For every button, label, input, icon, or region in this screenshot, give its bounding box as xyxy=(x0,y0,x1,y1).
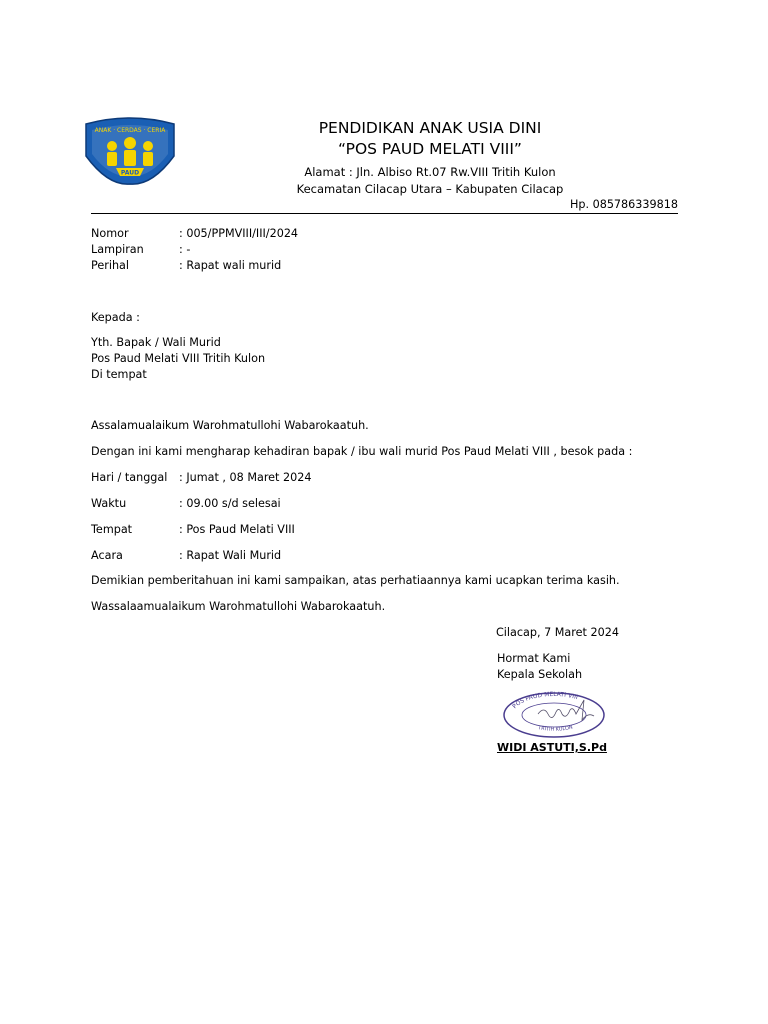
closing-paragraph: Demikian pemberitahuan ini kami sampaikan, atas perhatiaannya kami ucapkan terima kasih. xyxy=(91,574,620,587)
svg-text:POS PAUD MELATI VIII xyxy=(511,691,579,710)
detail-waktu xyxy=(91,497,281,511)
lampiran-value: : - xyxy=(179,243,191,256)
place-date: Cilacap, 7 Maret 2024 xyxy=(496,626,619,639)
signature-line-2: Kepala Sekolah xyxy=(497,668,583,681)
svg-text:TRITIH KULON xyxy=(537,724,574,732)
nomor-value: : 005/PPMVIII/III/2024 xyxy=(179,227,299,240)
intro-paragraph: Dengan ini kami mengharap kehadiran bapak / ibu wali murid Pos Paud Melati VIII , besok pada : xyxy=(91,445,633,458)
tempat-label: Tempat xyxy=(91,523,133,536)
hari-label: Hari / tanggal xyxy=(91,471,168,484)
detail-hari xyxy=(91,471,311,485)
nomor-label: Nomor xyxy=(91,227,129,240)
meta-nomor xyxy=(91,227,298,241)
recipient-line-2: Pos Paud Melati VIII Tritih Kulon xyxy=(91,352,266,365)
header-address-1: Alamat : Jln. Albiso Rt.07 Rw.VIII Tritih Kulon xyxy=(304,165,556,179)
school-stamp xyxy=(500,690,610,740)
perihal-label: Perihal xyxy=(91,259,129,272)
meta-perihal xyxy=(91,259,281,273)
acara-label: Acara xyxy=(91,549,123,562)
recipient-line-1: Yth. Bapak / Wali Murid xyxy=(91,336,221,349)
recipient-line-3: Di tempat xyxy=(91,368,147,381)
header-title-1: PENDIDIKAN ANAK USIA DINI xyxy=(318,119,542,137)
logo-top-text: ANAK · CERDAS · CERIA xyxy=(94,127,166,134)
tempat-value: : Pos Paud Melati VIII xyxy=(179,523,295,536)
header-address-2: Kecamatan Cilacap Utara – Kabupaten Cilacap xyxy=(296,182,564,196)
header-divider xyxy=(91,213,678,214)
waktu-label: Waktu xyxy=(91,497,127,510)
signature-line-1: Hormat Kami xyxy=(497,652,571,665)
paud-logo xyxy=(82,116,178,188)
farewell: Wassalaamualaikum Warohmatullohi Wabarokaatuh. xyxy=(91,600,386,613)
detail-tempat xyxy=(91,523,295,537)
acara-value: : Rapat Wali Murid xyxy=(179,549,282,562)
detail-acara xyxy=(91,549,281,563)
logo-bottom-text: PAUD xyxy=(120,169,140,177)
lampiran-label: Lampiran xyxy=(91,243,144,256)
greeting: Assalamualaikum Warohmatullohi Wabarokaatuh. xyxy=(91,419,369,432)
header-phone: Hp. 085786339818 xyxy=(569,198,678,211)
hari-value: : Jumat , 08 Maret 2024 xyxy=(179,471,312,484)
stamp-bottom-text: TRITIH KULON xyxy=(537,724,574,733)
stamp-top-text: POS PAUD MELATI VIII xyxy=(511,690,579,711)
meta-lampiran xyxy=(91,243,190,257)
perihal-value: : Rapat wali murid xyxy=(179,259,282,272)
principal-name: WIDI ASTUTI,S.Pd xyxy=(497,741,607,754)
waktu-value: : 09.00 s/d selesai xyxy=(179,497,281,510)
recipient-kepada: Kepada : xyxy=(91,311,140,324)
header-title-2: “POS PAUD MELATI VIII” xyxy=(338,140,522,158)
